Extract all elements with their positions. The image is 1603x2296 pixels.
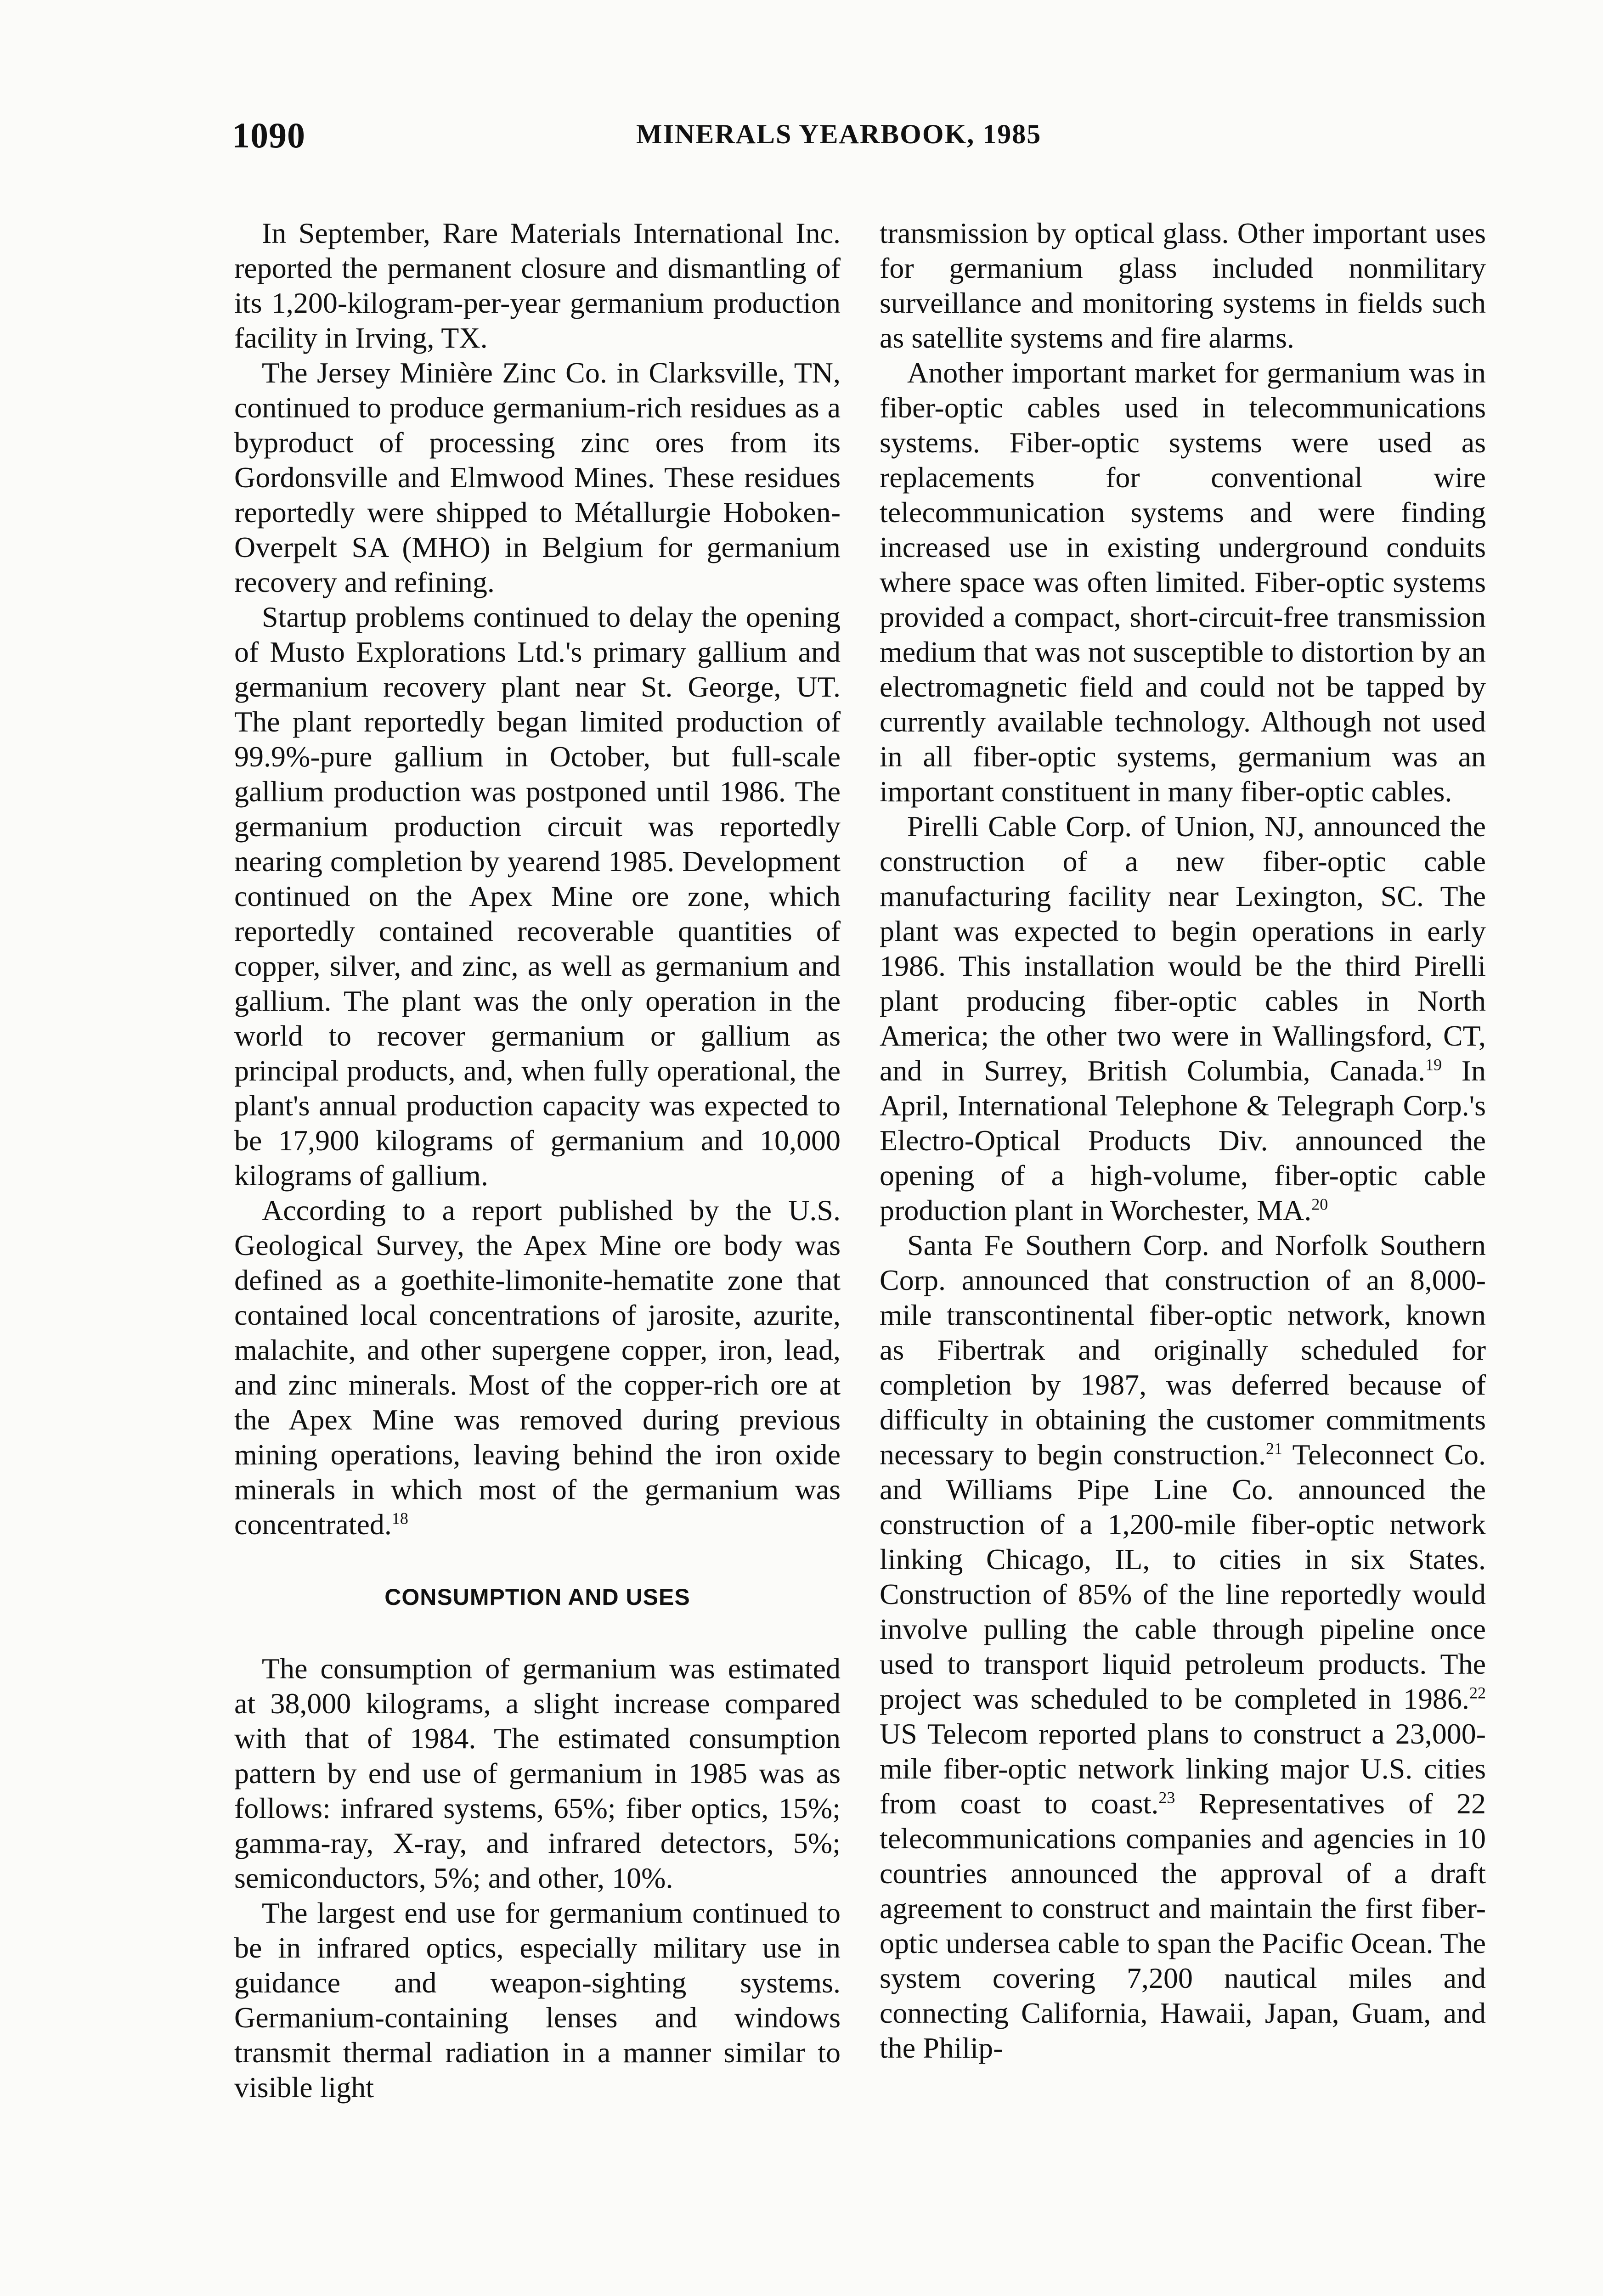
page-number: 1090	[232, 115, 305, 155]
section-heading: CONSUMPTION AND USES	[384, 1584, 690, 1610]
paragraph-fiber-optic-market: Another important market for germanium was in fiber-optic cables used in telecommunications systems. Fiber-optic systems were used as replacements for conventional wire telecommunication systems and were finding increased use in existing underground conduits where space was often limited. Fiber-optic systems provided a compact, short-circuit-free transmission medium that was not susceptible to distortion by an electromagnetic field and could not be tapped by currently available technology. Although not used in all fiber-optic systems, germanium was an important constituent in many fiber-optic cables.	[880, 356, 1486, 808]
paragraph-infrared-optics: The largest end use for germanium continued to be in infrared optics, especially military use in guidance and weapon-sighting systems. Germanium-containing lenses and windows transmit thermal radiation in a manner similar to visible light	[234, 1896, 841, 2104]
page-header	[232, 115, 1500, 165]
paragraph-apex-mine-text: According to a report published by the U.S. Geological Survey, the Apex Mine ore body was defined as a goethite-limonite-hematite zone that contained local concentrations of jarosite, azurite, malachite, and other supergene copper, iron, lead, and zinc minerals. Most of the copper-rich ore at the Apex Mine was removed during previous mining operations, leaving behind the iron oxide minerals in which most of the germanium was concentrated.	[234, 1194, 841, 1541]
paragraph-santa-fe-text-b: Teleconnect Co. and Williams Pipe Line Co. announced the construction of a 1,200-mile fiber-optic network linking Chicago, IL, to cities in six States. Construction of 85% of the line reportedly would involve pulling the cable through pipeline once used to transport liquid petroleum products. The project was scheduled to be completed in 1986.	[880, 1438, 1486, 1715]
paragraph-santa-fe-text-c: US Telecom reported plans to construct a 23,000-mile fiber-optic network linking major U.S. cities from coast to coast.	[880, 1717, 1486, 1820]
paragraph-pirelli-text-a: Pirelli Cable Corp. of Union, NJ, announced the construction of a new fiber-optic cable manufacturing facility near Lexington, SC. The plant was expected to begin operations in early 1986. This installation would be the third Pirelli plant producing fiber-optic cables in North America; the other two were in Wallingsford, CT, and in Surrey, British Columbia, Canada.	[880, 810, 1486, 1087]
footnote-ref-19: 19	[1425, 1055, 1442, 1074]
left-column	[234, 216, 841, 2105]
footnote-ref-18: 18	[391, 1509, 408, 1528]
paragraph-consumption: The consumption of germanium was estimated at 38,000 kilograms, a slight increase compared with that of 1984. The estimated consumption pattern by end use of germanium in 1985 was as follows: infrared systems, 65%; fiber optics, 15%; gamma-ray, X-ray, and infrared detectors, 5%; semiconductors, 5%; and other, 10%.	[234, 1652, 841, 1894]
paragraph-jersey-miniere: The Jersey Minière Zinc Co. in Clarksville, TN, continued to produce germanium-rich residues as a byproduct of processing zinc ores from its Gordonsville and Elmwood Mines. These residues reportedly were shipped to Métallurgie Hoboken-Overpelt SA (MHO) in Belgium for germanium recovery and refining.	[234, 356, 841, 598]
footnote-ref-20: 20	[1311, 1195, 1328, 1214]
footnote-ref-23: 23	[1158, 1788, 1175, 1807]
right-column	[880, 216, 1486, 2065]
running-title: MINERALS YEARBOOK, 1985	[636, 119, 1042, 149]
paragraph-santa-fe-text-d: Representatives of 22 telecommunications companies and agencies in 10 countries announced the approval of a draft agreement to construct and maintain the first fiber-optic undersea cable to span the Pacific Ocean. The system covering 7,200 nautical miles and connecting California, Hawaii, Japan, Guam, and the Philip-	[880, 1787, 1486, 2064]
paragraph-musto-explorations: Startup problems continued to delay the opening of Musto Explorations Ltd.'s primary gallium and germanium recovery plant near St. George, UT. The plant reportedly began limited production of 99.9%-pure gallium in October, but full-scale gallium production was postponed until 1986. The germanium production circuit was reportedly nearing completion by yearend 1985. Development continued on the Apex Mine ore zone, which reportedly contained recoverable quantities of copper, silver, and zinc, as well as germanium and gallium. The plant was the only operation in the world to recover germanium or gallium as principal products, and, when fully operational, the plant's annual production capacity was expected to be 17,900 kilograms of germanium and 10,000 kilograms of gallium.	[234, 601, 841, 1192]
paragraph-pirelli	[880, 809, 1486, 1228]
paragraph-santa-fe	[880, 1228, 1486, 2065]
footnote-ref-22: 22	[1469, 1683, 1486, 1702]
footnote-ref-21: 21	[1266, 1439, 1282, 1458]
paragraph-rare-materials: In September, Rare Materials International Inc. reported the permanent closure and dismantling of its 1,200-kilogram-per-year germanium production facility in Irving, TX.	[234, 217, 841, 354]
paragraph-optical-glass: transmission by optical glass. Other important uses for germanium glass included nonmilitary surveillance and monitoring systems in fields such as satellite systems and fire alarms.	[880, 217, 1486, 354]
paragraph-apex-mine	[234, 1193, 841, 1542]
paragraph-santa-fe-text-a: Santa Fe Southern Corp. and Norfolk Southern Corp. announced that construction of an 8,000-mile transcontinental fiber-optic network, known as Fibertrak and originally scheduled for completion by 1987, was deferred because of difficulty in obtaining the customer commitments necessary to begin construction.	[880, 1229, 1486, 1471]
paragraph-pirelli-text-b: In April, International Telephone & Telegraph Corp.'s Electro-Optical Products Div. announced the opening of a high-volume, fiber-optic cable production plant in Worchester, MA.	[880, 1054, 1486, 1227]
